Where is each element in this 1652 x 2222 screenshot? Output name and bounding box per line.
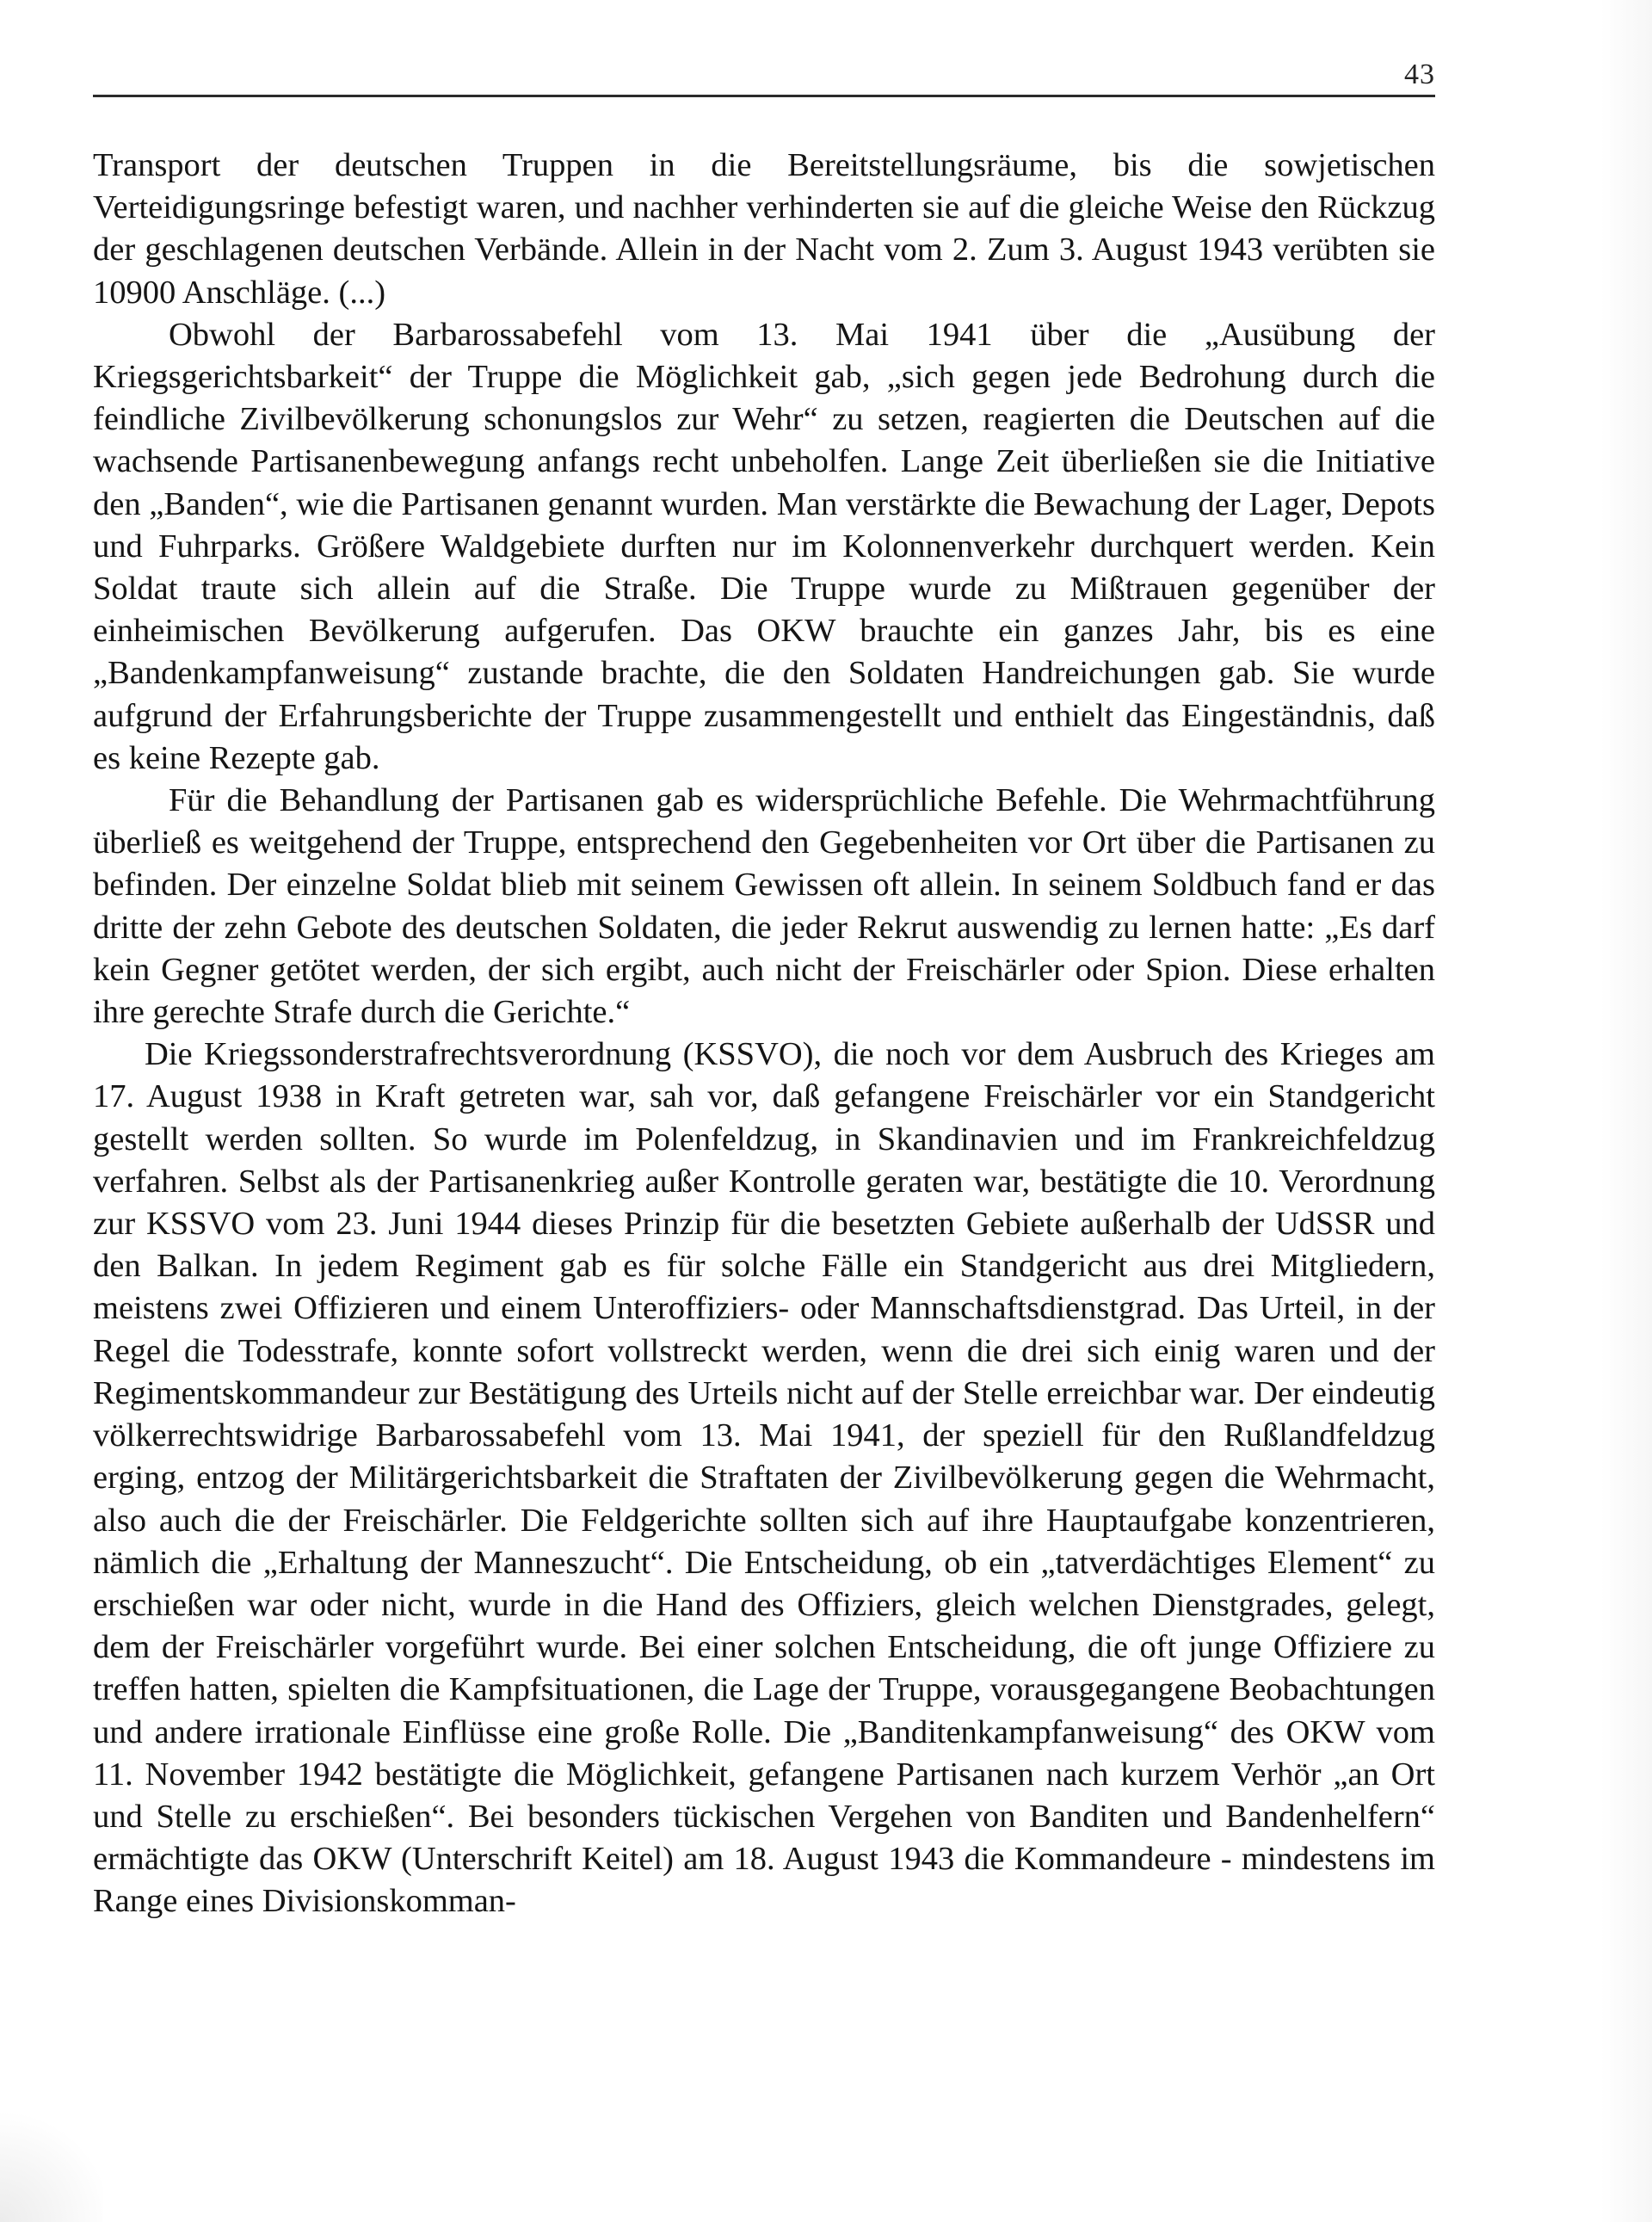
body-text (93, 145, 1435, 1923)
scan-corner-shading (0, 2102, 103, 2222)
paragraph-3: Für die Behandlung der Partisanen gab es widersprüchliche Befehle. Die Wehrmachtführung überließ es weitgehend der Truppe, entsprechend den Gegebenheiten vor Ort über die Partisanen zu befinden. Der einzelne Soldat blieb mit seinem Gewissen oft allein. In seinem Soldbuch fand er das dritte der zehn Gebote des deutschen Soldaten, die jeder Rekrut auswendig zu lernen hatte: „Es darf kein Gegner getötet werden, der sich ergibt, auch nicht der Freischärler oder Spion. Diese erhalten ihre gerechte Strafe durch die Gerichte.“ (93, 782, 1435, 1031)
page-number: 43 (1404, 59, 1435, 90)
paragraph-1: Transport der deutschen Truppen in die Bereitstellungsräume, bis die sowjetischen Verteidigungsringe befestigt waren, und nachher verhinderten sie auf die gleiche Weise den Rückzug der geschlagenen deutschen Verbände. Allein in der Nacht vom 2. Zum 3. August 1943 verübten sie 10900 Anschläge. (...) (93, 147, 1435, 311)
paragraph-2: Obwohl der Barbarossabefehl vom 13. Mai 1941 über die „Ausübung der Kriegsgerichtsbarkeit“ der Truppe die Möglichkeit gab, „sich gegen jede Bedrohung durch die feindliche Zivilbevölkerung schonungslos zur Wehr“ zu setzen, reagierten die Deutschen auf die wachsende Partisanenbewegung anfangs recht unbeholfen. Lange Zeit überließen sie die Initiative den „Banden“, wie die Partisanen genannt wurden. Man verstärkte die Bewachung der Lager, Depots und Fuhrparks. Größere Waldgebiete durften nur im Kolonnenverkehr durchquert werden. Kein Soldat traute sich allein auf die Straße. Die Truppe wurde zu Mißtrauen gegenüber der einheimischen Bevölkerung aufgerufen. Das OKW brauchte ein ganzes Jahr, bis es eine „Bandenkampfanweisung“ zustande brachte, die den Soldaten Handreichungen gab. Sie wurde aufgrund der Erfahrungsberichte der Truppe zusammengestellt und enthielt das Eingeständnis, daß es keine Rezepte gab. (93, 316, 1435, 776)
header-rule (93, 95, 1435, 97)
paragraph-4: Die Kriegssonderstrafrechtsverordnung (KSSVO), die noch vor dem Ausbruch des Krieges am 17. August 1938 in Kraft getreten war, sah vor, daß gefangene Freischärler vor ein Standgericht gestellt werden sollten. So wurde im Polenfeldzug, in Skandinavien und im Frankreichfeldzug verfahren. Selbst als der Partisanenkrieg außer Kontrolle geraten war, bestätigte die 10. Verordnung zur KSSVO vom 23. Juni 1944 dieses Prinzip für die besetzten Gebiete außerhalb der UdSSR und den Balkan. In jedem Regiment gab es für solche Fälle ein Standgericht aus drei Mitgliedern, meistens zwei Offizieren und einem Unteroffiziers- oder Mannschaftsdienstgrad. Das Urteil, in der Regel die Todesstrafe, konnte sofort vollstreckt werden, wenn die drei sich einig waren und der Regimentskommandeur zur Bestätigung des Urteils nicht auf der Stelle erreichbar war. Der eindeutig völkerrechtswidrige Barbarossabefehl vom 13. Mai 1941, der speziell für den Rußlandfeldzug erging, entzog der Militärgerichtsbarkeit die Straftaten der Zivilbevölkerung gegen die Wehrmacht, also auch die der Freischärler. Die Feldgerichte sollten sich auf ihre Hauptaufgabe konzentrieren, nämlich die „Erhaltung der Manneszucht“. Die Entscheidung, ob ein „tatverdächtiges Element“ zu erschießen war oder nicht, wurde in die Hand des Offiziers, gleich welchen Dienstgrades, gelegt, dem der Freischärler vorgeführt wurde. Bei einer solchen Entscheidung, die oft junge Offiziere zu treffen hatten, spielten die Kampfsituationen, die Lage der Truppe, vorausgegangene Beobachtungen und andere irrationale Einflüsse eine große Rolle. Die „Banditenkampfanweisung“ des OKW vom 11. November 1942 bestätigte die Möglichkeit, gefangene Partisanen nach kurzem Verhör „an Ort und Stelle zu erschießen“. Bei besonders tückischen Vergehen von Banditen und Bandenhelfern“ ermächtigte das OKW (Unterschrift Keitel) am 18. August 1943 die Kommandeure - mindestens im Range eines Divisionskomman- (93, 1036, 1435, 1920)
scan-edge-shading (1600, 0, 1652, 2222)
